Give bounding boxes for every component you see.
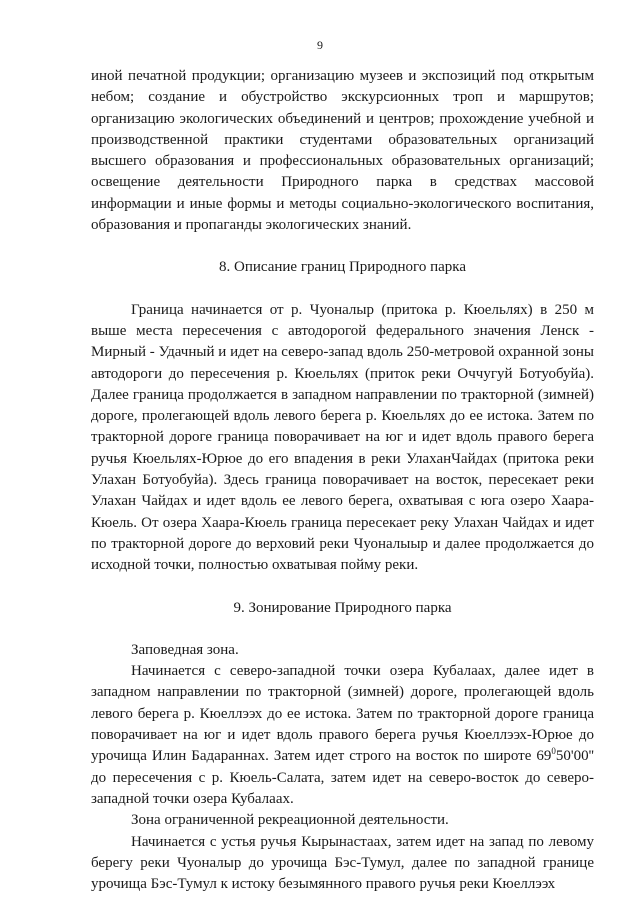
zone-1-text-after: 50'00'' до пересечения с р. Кюель-Салата, затем идет на северо-восток до северо-западной точки озера Кубалаах. bbox=[91, 748, 594, 807]
paragraph-continuation: иной печатной продукции; организацию музеев и экспозиций под открытым небом; создание и обустройство экскурсионных троп и маршрутов; организацию экологических объединений и центров; прохождение учебной и производственной практики студентами образовательных организаций высшего образования и профессиональных образовательных организаций; освещение деятельности Природного парка в средствах массовой информации и иные формы и методы социально-экологического воспитания, образования и пропаганды экологических знаний. bbox=[91, 68, 594, 234]
degree-mark: 0 bbox=[551, 746, 556, 757]
section-9-heading: 9. Зонирование Природного парка bbox=[233, 599, 452, 616]
section-8-heading: 8. Описание границ Природного парка bbox=[218, 259, 466, 276]
zone-2-label: Зона ограниченной рекреационной деятельности. bbox=[131, 812, 449, 829]
zone-1-text bbox=[91, 661, 594, 810]
page-number: 9 bbox=[317, 38, 323, 52]
zone-1-text-before: Начинается с северо-западной точки озера Кубалаах, далее идет в западном направлении по тракторной (зимней) дороге, пролегающей вдоль левого берега р. Кюеллээх до ее истока. Затем по тракторной дороге граница поворачивает на юг и идет вдоль правого берега ручья Кюеллээх-Юрюе до урочища Илин Бадараннах. Затем идет строго на восток по широте 69 bbox=[91, 663, 594, 765]
document-body bbox=[91, 66, 594, 895]
section-8-text: Граница начинается от р. Чуоналыр (притока р. Кюельлях) в 250 м выше места пересечения с автодорогой федерального значения Ленск - Мирный - Удачный и идет на северо-запад вдоль 250-метровой охранной зоны автодороги до пересечения р. Кюельлях (приток реки Оччугуй Ботуобуйа). Далее граница продолжается в западном направлении по тракторной (зимней) дороге, пролегающей вдоль левого берега р. Кюельлях до ее истока. Затем по тракторной дороге граница поворачивает на юг и идет вдоль правого берега ручья Кюельлях-Юрюе до его впадения в реки УлаханЧайдах (притока реки Улахан Ботуобуйа). Здесь граница поворачивает на восток, пересекает реки Улахан Чайдах и идет вдоль ее левого берега, охватывая с юга озеро Хаара-Кюель. От озера Хаара-Кюель граница пересекает реку Улахан Чайдах и идет по тракторной дороге до верховий реки Чуоналыыр и далее продолжается до исходной точки, полностью охватывая пойму реки. bbox=[91, 301, 594, 574]
zone-2-text: Начинается с устья ручья Кырынастаах, затем идет на запад по левому берегу реки Чуоналыр до урочища Бэс-Тумул, далее по западной границе урочища Бэс-Тумул к истоку безымянного правого ручья реки Кюеллээх bbox=[91, 833, 594, 893]
zone-1-label: Заповедная зона. bbox=[131, 641, 239, 658]
